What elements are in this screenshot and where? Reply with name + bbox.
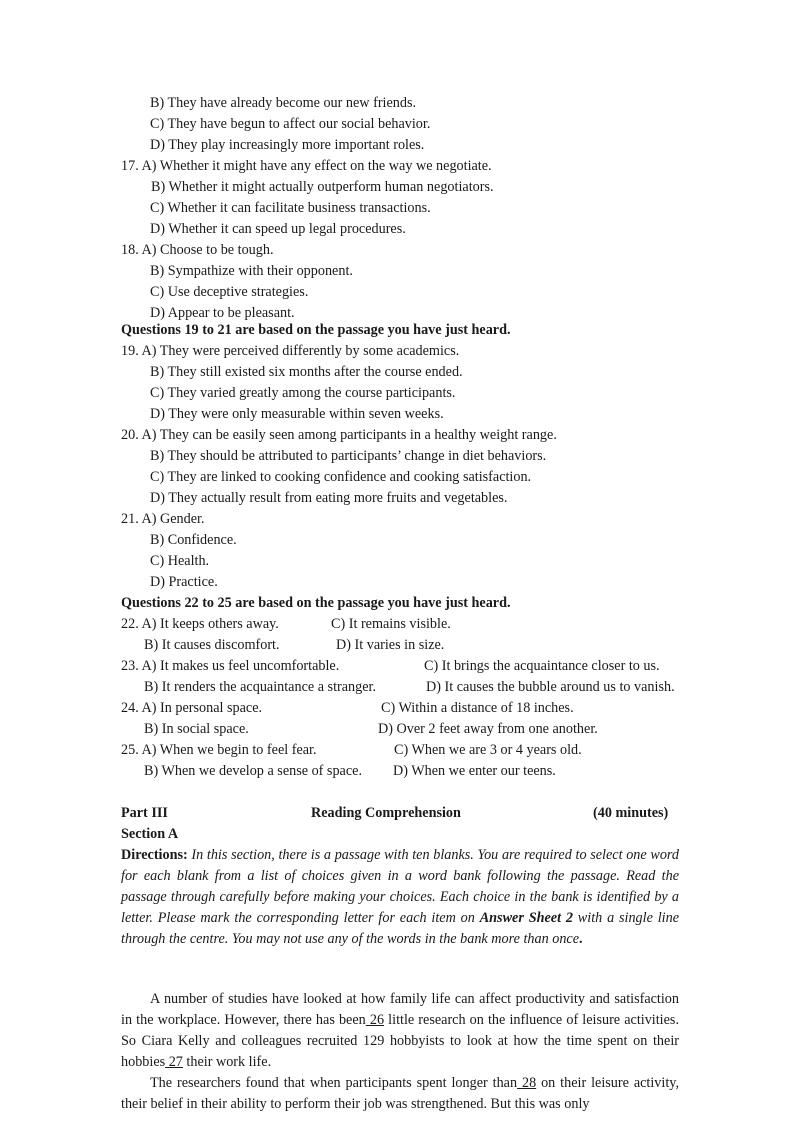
- q21-option-d: D) Practice.: [150, 574, 218, 590]
- q19-option-a: 19. A) They were perceived differently by some academics.: [121, 343, 460, 359]
- section-heading-22-25: Questions 22 to 25 are based on the passage you have just heard.: [121, 595, 511, 611]
- q20-option-c: C) They are linked to cooking confidence and cooking satisfaction.: [150, 469, 532, 485]
- q21-option-a: 21. A) Gender.: [121, 511, 205, 527]
- q17-option-a: 17. A) Whether it might have any effect on the way we negotiate.: [121, 158, 492, 174]
- q17-option-d: D) Whether it can speed up legal procedures.: [150, 221, 406, 237]
- q22-option-c: C) It remains visible.: [331, 616, 451, 632]
- q17-option-b: B) Whether it might actually outperform human negotiators.: [151, 179, 494, 195]
- q22-option-a: 22. A) It keeps others away.: [121, 616, 279, 632]
- q19-option-d: D) They were only measurable within seven weeks.: [150, 406, 444, 422]
- q20-option-a: 20. A) They can be easily seen among participants in a healthy weight range.: [121, 427, 557, 443]
- q16-option-b: B) They have already become our new friends.: [150, 95, 417, 111]
- part-label: Part III: [121, 805, 168, 821]
- q17-option-c: C) Whether it can facilitate business transactions.: [150, 200, 431, 216]
- q24-option-a: 24. A) In personal space.: [121, 700, 263, 716]
- q23-option-b: B) It renders the acquaintance a stranger.: [144, 679, 377, 695]
- section-label: Section A: [121, 826, 179, 842]
- q23-option-c: C) It brings the acquaintance closer to us.: [424, 658, 660, 674]
- passage-text: their work life.: [182, 1054, 272, 1070]
- section-heading-19-21: Questions 19 to 21 are based on the passage you have just heard.: [121, 322, 511, 338]
- q19-option-c: C) They varied greatly among the course participants.: [150, 385, 456, 401]
- q18-option-c: C) Use deceptive strategies.: [150, 284, 309, 300]
- directions-text-1: In this section, there is a passage with ten blanks. You are required to select one word for each blank from a list of choices given in a word bank following the passage. Read the passage through carefully before making your choices. Each choice in the bank is identified by a letter. Please mark the corresponding letter for each item on: [121, 847, 679, 926]
- passage-text: little research on the influence of leisure activities. So Ciara Kelly and colleagues recruited 129 hobbyists to look at how the time spent on their hobbies: [121, 1012, 679, 1070]
- q24-option-b: B) In social space.: [144, 721, 249, 737]
- passage-text: on their leisure activity, their belief in their ability to perform their job was strengthened. But this was only: [121, 1075, 679, 1112]
- directions-text-2: with a single line through the centre. You may not use any of the words in the bank more than once: [121, 910, 679, 947]
- q25-option-d: D) When we enter our teens.: [393, 763, 556, 779]
- q18-option-a: 18. A) Choose to be tough.: [121, 242, 274, 258]
- blank-26: 26: [365, 1012, 385, 1028]
- blank-28: 28: [517, 1075, 537, 1091]
- q25-option-c: C) When we are 3 or 4 years old.: [394, 742, 582, 758]
- q25-option-b: B) When we develop a sense of space.: [144, 763, 362, 779]
- passage-text: The researchers found that when participants spent longer than: [150, 1075, 518, 1091]
- q22-option-d: D) It varies in size.: [336, 637, 445, 653]
- blank-27: 27: [165, 1054, 183, 1070]
- passage-paragraph-1: [121, 989, 679, 1073]
- directions-end: .: [579, 931, 583, 947]
- q24-option-c: C) Within a distance of 18 inches.: [381, 700, 574, 716]
- q24-option-d: D) Over 2 feet away from one another.: [378, 721, 598, 737]
- q22-option-b: B) It causes discomfort.: [144, 637, 280, 653]
- q23-option-a: 23. A) It makes us feel uncomfortable.: [121, 658, 340, 674]
- part-time: (40 minutes): [593, 805, 669, 821]
- directions-block: [121, 845, 679, 950]
- q20-option-b: B) They should be attributed to participants’ change in diet behaviors.: [150, 448, 547, 464]
- directions-label: Directions:: [121, 847, 188, 863]
- q21-option-c: C) Health.: [150, 553, 210, 569]
- passage-text: A number of studies have looked at how family life can affect productivity and satisfaction in the workplace. However, there has been: [121, 991, 679, 1028]
- q18-option-d: D) Appear to be pleasant.: [150, 305, 295, 321]
- q25-option-a: 25. A) When we begin to feel fear.: [121, 742, 317, 758]
- answer-sheet-ref: Answer Sheet 2: [479, 910, 573, 926]
- q21-option-b: B) Confidence.: [150, 532, 237, 548]
- q16-option-d: D) They play increasingly more important roles.: [150, 137, 425, 153]
- q20-option-d: D) They actually result from eating more fruits and vegetables.: [150, 490, 508, 506]
- q16-option-c: C) They have begun to affect our social behavior.: [150, 116, 431, 132]
- q18-option-b: B) Sympathize with their opponent.: [150, 263, 353, 279]
- q19-option-b: B) They still existed six months after the course ended.: [150, 364, 463, 380]
- q23-option-d: D) It causes the bubble around us to vanish.: [426, 679, 675, 695]
- part-title: Reading Comprehension: [311, 805, 461, 821]
- passage-paragraph-2: [121, 1073, 679, 1115]
